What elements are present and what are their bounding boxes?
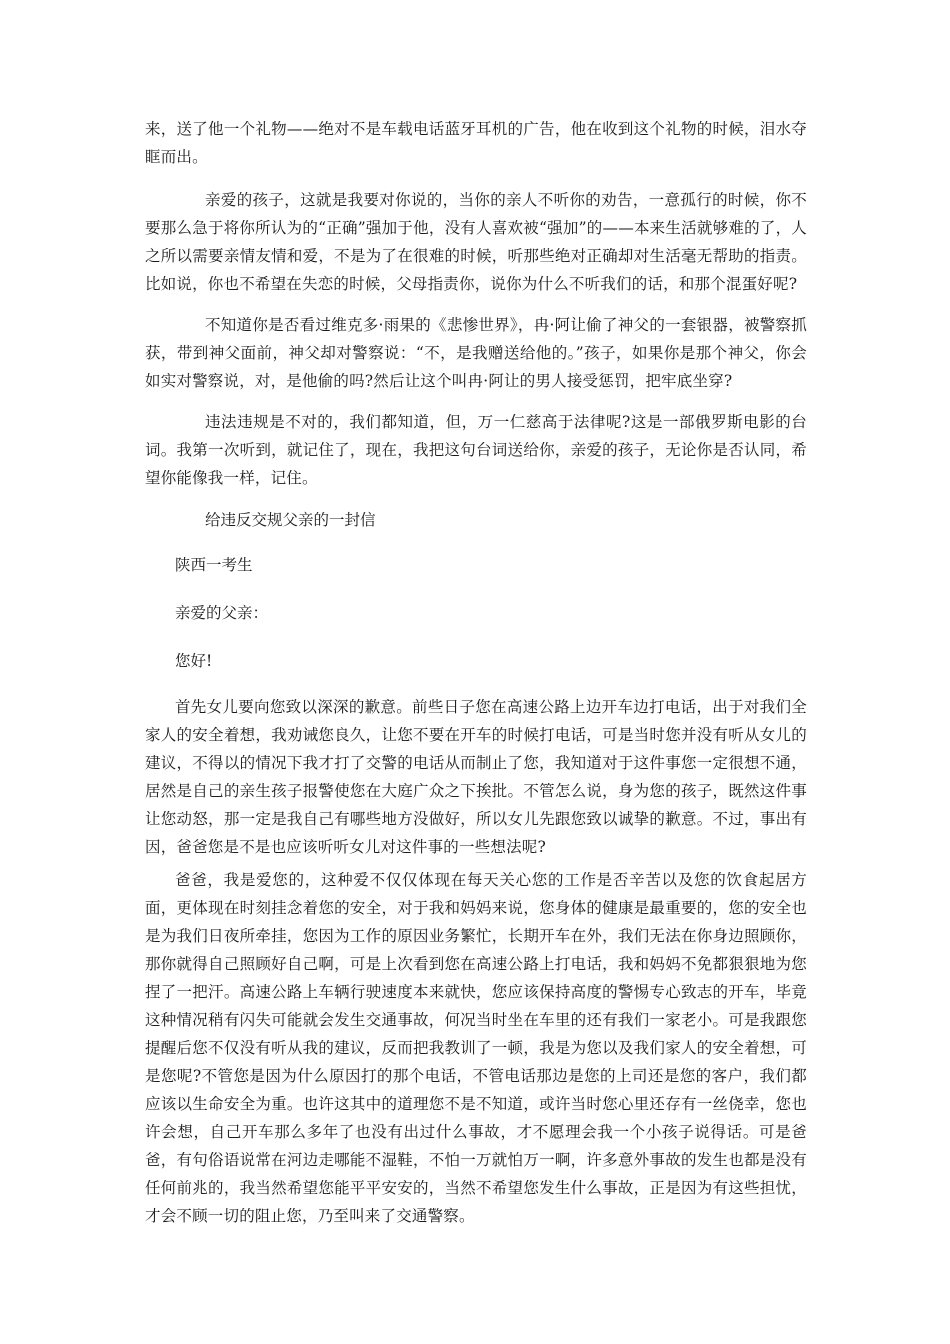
paragraph-gift-ending: 来，送了他一个礼物——绝对不是车载电话蓝牙耳机的广告，他在收到这个礼物的时候，泪水夺眶而出。 [145,120,807,166]
paragraph-advice: 亲爱的孩子，这就是我要对你说的，当你的亲人不听你的劝告，一意孤行的时候，你不要那么急于将你所认为的“正确”强加于他，没有人喜欢被“强加”的——本来生活就够难的了，人之所以需要亲情友情和爱，不是为了在很难的时候，听那些绝对正确却对生活毫无帮助的指责。比如说，你也不希望在失恋的时候，父母指责你，说你为什么不听我们的话，和那个混蛋好呢? [145,191,807,293]
paragraph-les-miserables: 不知道你是否看过维克多·雨果的《悲惨世界》，冉·阿让偷了神父的一套银器，被警察抓获，带到神父面前，神父却对警察说：“不，是我赠送给他的。”孩子，如果你是那个神父，你会如实对警察说，对，是他偷的吗?然后让这个叫冉·阿让的男人接受惩罚，把牢底坐穿? [145,316,807,390]
letter-author: 陕西一考生 [175,556,253,574]
letter-title: 给违反交规父亲的一封信 [205,511,376,529]
letter-salutation: 亲爱的父亲： [175,604,269,622]
paragraph-concern: 爸爸，我是爱您的，这种爱不仅仅体现在每天关心您的工作是否辛苦以及您的饮食起居方面，更体现在时刻挂念着您的安全，对于我和妈妈来说，您身体的健康是最重要的，您的安全也是为我们日夜所牵挂，您因为工作的原因业务繁忙，长期开车在外，我们无法在你身边照顾你，那你就得自己照顾好自己啊，可是上次看到您在高速公路上打电话，我和妈妈不免都狠狠地为您捏了一把汗。高速公路上车辆行驶速度本来就快，您应该保持高度的警惕专心致志的开车，毕竟这种情况稍有闪失可能就会发生交通事故，何况当时坐在车里的还有我们一家老小。可是我跟您提醒后您不仅没有听从我的建议，反而把我教训了一顿，我是为您以及我们家人的安全着想，可是您呢?不管您是因为什么原因打的那个电话，不管电话那边是您的上司还是您的客户，我们都应该以生命安全为重。也许这其中的道理您不是不知道，或许当时您心里还存有一丝侥幸，您也许会想，自己开车那么多年了也没有出过什么事故，才不愿理会我一个小孩子说得话。可是爸爸，有句俗语说常在河边走哪能不湿鞋，不怕一万就怕万一啊，许多意外事故的发生也都是没有任何前兆的，我当然希望您能平平安安的，当然不希望您发生什么事故，正是因为有这些担忧，才会不顾一切的阻止您，乃至叫来了交通警察。 [145,871,807,1225]
paragraph-mercy-above-law: 违法违规是不对的，我们都知道，但，万一仁慈高于法律呢?这是一部俄罗斯电影的台词。我第一次听到，就记住了，现在，我把这句台词送给你，亲爱的孩子，无论你是否认同，希望你能像我一样，记住。 [145,413,807,487]
paragraph-apology: 首先女儿要向您致以深深的歉意。前些日子您在高速公路上边开车边打电话，出于对我们全家人的安全着想，我劝诫您良久，让您不要在开车的时候打电话，可是当时您并没有听从女儿的建议，不得以的情况下我才打了交警的电话从而制止了您，我知道对于这件事您一定很想不通，居然是自己的亲生孩子报警使您在大庭广众之下挨批。不管怎么说，身为您的孩子，既然这件事让您动怒，那一定是我自己有哪些地方没做好，所以女儿先跟您致以诚挚的歉意。不过，事出有因，爸爸您是不是也应该听听女儿对这件事的一些想法呢? [145,698,807,856]
letter-greeting: 您好! [175,652,213,670]
